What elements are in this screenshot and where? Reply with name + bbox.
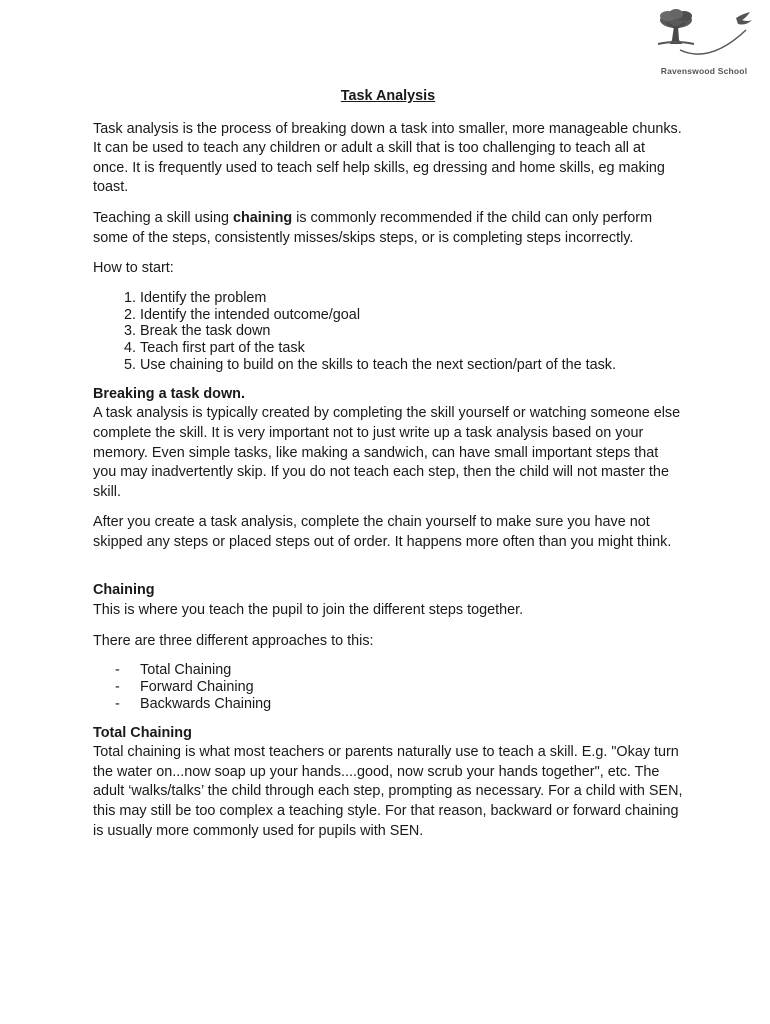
total-chaining-section: [93, 724, 683, 842]
dash-bullet-icon: -: [115, 679, 120, 696]
list-item: [93, 679, 683, 696]
list-item: [93, 662, 683, 679]
spacer: [93, 563, 683, 581]
approaches-list: [93, 662, 683, 712]
intro-paragraph: Task analysis is the process of breaking down a task into smaller, more manageable chunks. It can be used to teach any children or adult a skill that is too challenging to teach all at once. It is frequently used to teach self help skills, eg dressing and home skills, eg making toast.: [93, 120, 682, 196]
total-chaining-heading: Total Chaining: [93, 724, 192, 741]
chaining-bold-term: chaining: [233, 209, 293, 226]
list-item: 1. Identify the problem: [140, 290, 683, 307]
school-name: Ravenswood School: [660, 66, 748, 76]
chaining-paragraph: [93, 209, 683, 248]
list-item: 2. Identify the intended outcome/goal: [140, 307, 683, 324]
tree-logo-icon: [650, 6, 758, 68]
approaches-intro: There are three different approaches to this:: [93, 632, 374, 649]
approach-label: Backwards Chaining: [140, 695, 272, 712]
chaining-section: [93, 581, 683, 620]
chaining-text-before: Teaching a skill using: [93, 209, 233, 226]
total-chaining-paragraph: Total chaining is what most teachers or parents naturally use to teach a skill. E.g. "Okay turn the water on...now soap up your hands....good, now scrub your hands together", etc. The adult ‘walks/talks’ the child through each step, prompting as necessary. For a child with SEN, this may still be too complex a teaching style. For that reason, backward or forward chaining is usually more commonly used for pupils with SEN.: [93, 744, 683, 839]
list-item: 4. Teach first part of the task: [140, 340, 683, 357]
approach-label: Total Chaining: [140, 662, 232, 679]
chaining-intro: This is where you teach the pupil to join the different steps together.: [93, 602, 524, 619]
breaking-heading: Breaking a task down.: [93, 385, 245, 402]
breaking-paragraph: A task analysis is typically created by completing the skill yourself or watching someone else complete the skill. It is very important not to just write up a task analysis based on your memory. Even simple tasks, like making a sandwich, can have small important steps that you may inadvertently skip. If you do not teach each step, then the child will not master the skill.: [93, 405, 681, 500]
chaining-text-after: is commonly recommended if the child can only perform some of the steps, consistently misses/skips steps, or is completing steps incorrectly.: [93, 209, 653, 246]
list-item: [93, 696, 683, 713]
how-to-start-label: How to start:: [93, 260, 174, 277]
breaking-section: [93, 385, 683, 503]
school-logo: [650, 6, 758, 78]
dash-bullet-icon: -: [115, 662, 120, 679]
chaining-heading: Chaining: [93, 582, 155, 599]
steps-list: [93, 290, 683, 374]
document-body: [93, 87, 683, 852]
list-item: 3. Break the task down: [140, 323, 683, 340]
list-item: 5. Use chaining to build on the skills to teach the next section/part of the task.: [140, 357, 683, 374]
document-title: Task Analysis: [340, 88, 436, 104]
after-paragraph: After you create a task analysis, complete the chain yourself to make sure you have not skipped any steps or placed steps out of order. It happens more often than you might think.: [93, 514, 672, 550]
dash-bullet-icon: -: [115, 695, 120, 712]
approach-label: Forward Chaining: [140, 679, 254, 696]
